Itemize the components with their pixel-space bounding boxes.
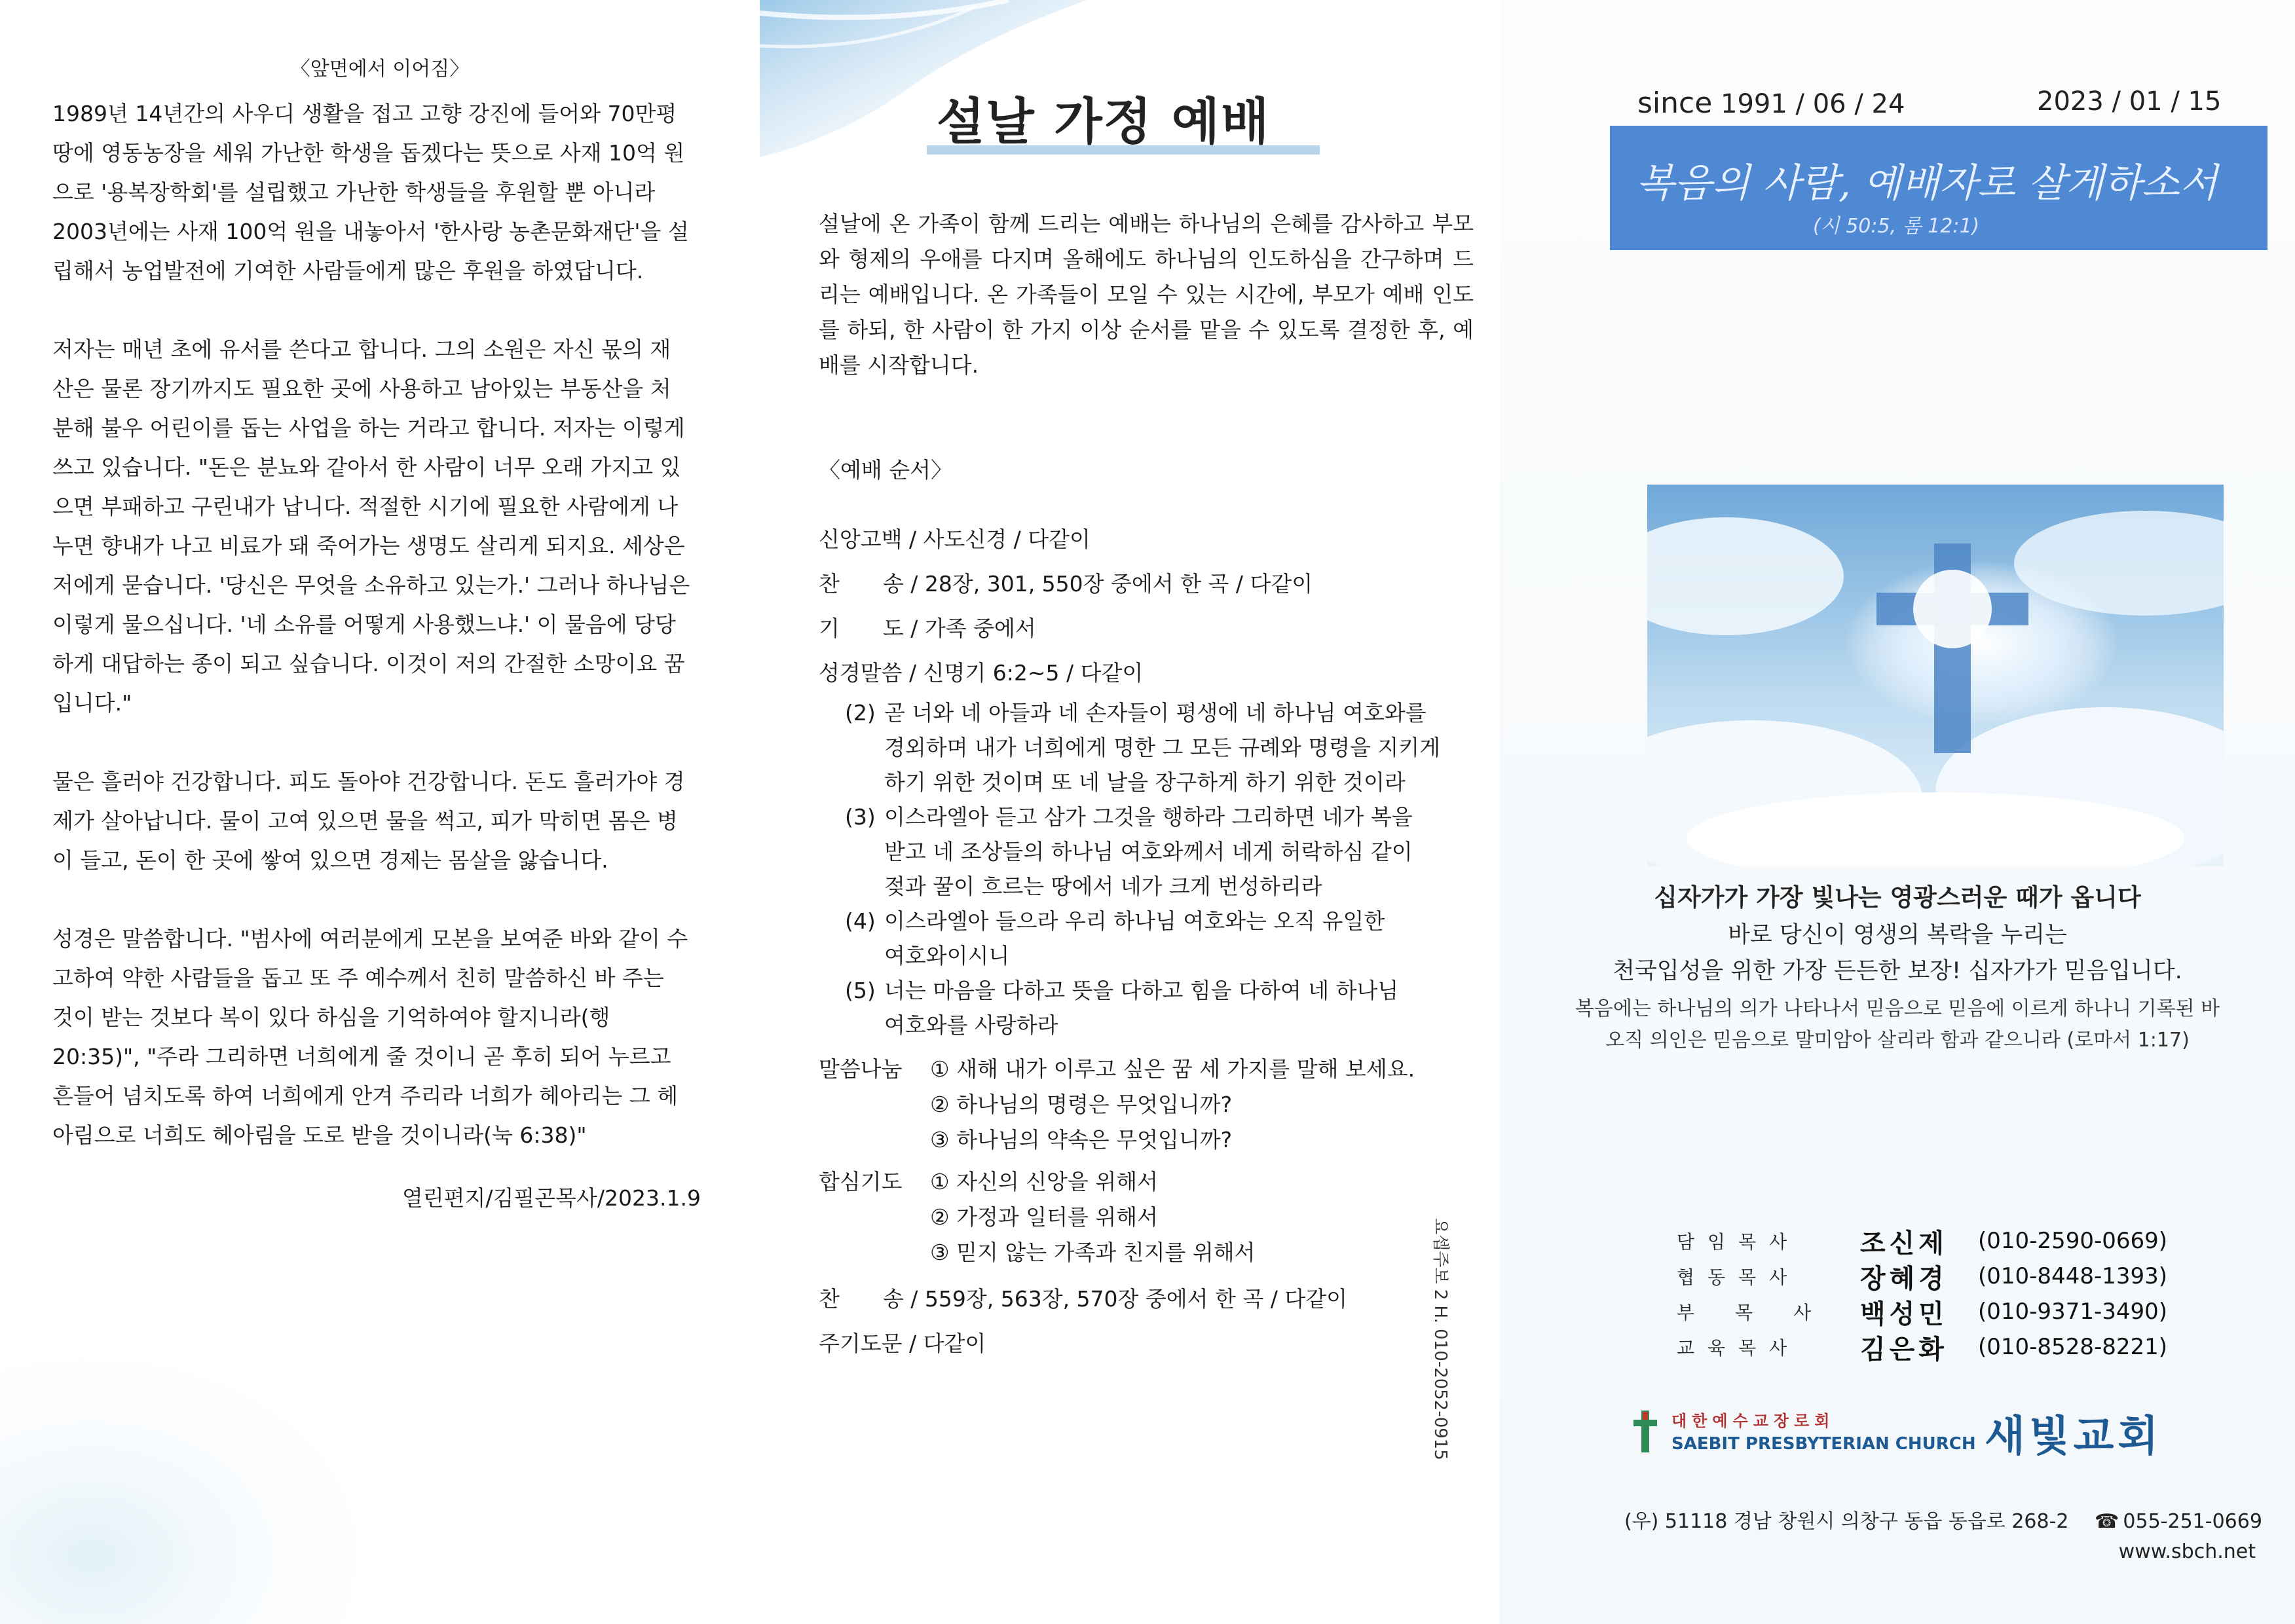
staff-role: 부목사 [1677,1302,1852,1323]
order-header: 〈예배 순서〉 [819,457,953,483]
staff-role: 협동목사 [1677,1266,1801,1288]
prayer-label: 합심기도 [819,1169,903,1194]
image-caption-title: 십자가가 가장 빛나는 영광스러운 때가 옵니다 [1654,883,2141,912]
church-address [1624,1505,2262,1534]
staff-name: 장혜경 [1860,1263,1948,1294]
since-label: since [1637,86,1713,120]
signature: 열린편지/김필곤목사/2023.1.9 [401,1185,701,1211]
prayer-item: ③ 믿지 않는 가족과 친지를 위해서 [930,1240,1256,1265]
staff-row [1677,1259,2266,1294]
verse [845,973,1474,1043]
body-paragraph: 물은 흘러야 건강합니다. 피도 돌아야 건강합니다. 돈도 흘러가야 경 제가 살아납니다. 물이 고여 있으면 물을 썩고, 피가 막히면 몸은 병 이 들고, 돈이 한 곳에 쌓여 있으면 경제는 몸살을 앓습니다. [52,769,685,873]
order-item: 성경말씀 / 신명기 6:2~5 / 다같이 [819,660,1144,686]
staff-role: 교육목사 [1677,1337,1801,1359]
body-paragraph: 1989년 14년간의 사우디 생활을 접고 고향 강진에 들어와 70만평 땅에 영동농장을 세워 가난한 학생을 돕겠다는 뜻으로 사재 10억 원 으로 '용복장학회'를 설립했고 가난한 학생들을 후원할 뿐 아니라 2003년에는 사재 100억 원을 내놓아서 '한사랑 농촌문화재단'을 설 립해서 농업발전에 기여한 사람들에게 많은 후원을 하였답니다. [52,101,689,284]
address-text: (우) 51118 경남 창원시 의창구 동읍 동읍로 268-2 [1624,1510,2069,1533]
order-item: 주기도문 / 다같이 [819,1331,986,1356]
body-paragraph: 저자는 매년 초에 유서를 쓴다고 합니다. 그의 소원은 자신 몫의 재 산은 물론 장기까지도 필요한 곳에 사용하고 남아있는 부동산을 처 분해 불우 어린이를 돕는 사업을 하는 거라고 합니다. 저자는 이렇게 쓰고 있습니다. "돈은 분뇨와 같아서 한 사람이 너무 오래 가지고 있 으면 부패하고 구린내가 납니다. 적절한 시기에 필요한 사람에게 나 누면 향내가 나고 비료가 돼 죽어가는 생명도 살리게 되지요. 세상은 저에게 묻습니다. '당신은 무엇을 소유하고 있는가.' 그러나 하나님은 이렇게 물으십니다. '네 소유를 어떻게 사용했느냐.' 이 물음에 당당 하게 대답하는 종이 되고 싶습니다. 이것이 저의 간절한 소망이요 꿈 입니다." [52,337,690,716]
prayer-item: ② 가정과 일터를 위해서 [930,1204,1158,1230]
vertical-note: 요셉주보 2 H. 010-2052-0915 [1430,1218,1450,1460]
scripture-quote: 복음에는 하나님의 의가 나타나서 믿음으로 믿음에 이르게 하나니 기록된 바 [1575,997,2220,1020]
verse-number: (2) [845,700,876,726]
church-name: 새빛교회 [1985,1412,2163,1461]
denomination: 대한예수교장로회 [1671,1412,1835,1430]
scripture-verses [845,695,1474,1043]
church-phone: 055-251-0669 [2123,1510,2262,1533]
verse-number: (4) [845,908,876,934]
church-logo-icon [1631,1408,1660,1455]
scripture-quote: 오직 의인은 믿음으로 말미암아 살리라 함과 같으니라 (로마서 1:17) [1605,1029,2190,1052]
verse-text: 너는 마음을 다하고 뜻을 다하고 힘을 다하여 네 하나님 여호와를 사랑하라 [884,978,1399,1038]
prayer-item: ① 자신의 신앙을 위해서 [930,1169,1158,1194]
staff-row [1677,1223,2266,1259]
verse-number: (5) [845,978,876,1003]
order-item: 찬 송 / 28장, 301, 550장 중에서 한 곡 / 다같이 [819,571,1313,597]
intro-text: 설날에 온 가족이 함께 드리는 예배는 하나님의 은혜를 감사하고 부모와 형제의 우애를 다지며 올해에도 하나님의 인도하심을 간구하며 드리는 예배입니다. 온 가족들이 모일 수 있는 시간에, 부모가 예배 인도를 하되, 한 사람이 한 가지 이상 순서를 맡을 수 있도록 결정한 후, 예배를 시작합니다. [819,211,1474,378]
order-item: 신앙고백 / 사도신경 / 다같이 [819,526,1091,552]
staff-name: 김은화 [1860,1334,1948,1365]
phone-icon: ☎ [2095,1510,2119,1533]
page-title: 설날 가정 예배 [937,92,1271,151]
verse-text: 이스라엘아 듣고 삼가 그것을 행하라 그리하면 네가 복을 받고 네 조상들의 하나님 여호와께서 네게 허락하심 같이 젖과 꿀이 흐르는 땅에서 네가 크게 번성하리라 [884,804,1413,899]
worship-order [819,517,1474,1366]
staff-name: 백성민 [1860,1299,1948,1329]
sharing-label: 말씀나눔 [819,1056,903,1082]
staff-role: 담임목사 [1677,1231,1801,1253]
motto-banner [1610,126,2267,250]
sharing-item: ③ 하나님의 약속은 무엇입니까? [930,1127,1233,1153]
staff-phone: (010-9371-3490) [1978,1299,2168,1325]
motto-text: 복음의 사람, 예배자로 살게하소서 [1636,160,2218,206]
middle-panel [760,0,1500,1624]
image-caption-line: 천국입성을 위한 가장 든든한 보장! 십자가가 믿음입니다. [1613,958,2182,984]
issue-date: 2023 / 01 / 15 [2037,86,2222,117]
verse [845,800,1474,904]
staff-list [1677,1223,2266,1365]
prayer-section [819,1164,1474,1270]
since-date [1637,86,1905,120]
order-item: 기 도 / 가족 중에서 [819,616,1036,641]
sharing-item: ② 하나님의 명령은 무엇입니까? [930,1092,1233,1117]
since-value: 1991 / 06 / 24 [1721,89,1905,119]
verse [845,904,1474,973]
verse-text: 곧 너와 네 아들과 네 손자들이 평생에 네 하나님 여호와를 경외하며 내가 너희에게 명한 그 모든 규례와 명령을 지키게 하기 위한 것이며 또 네 날을 장구하게 하기 위한 것이라 [884,700,1440,795]
staff-phone: (010-2590-0669) [1978,1228,2168,1254]
staff-name: 조신제 [1860,1228,1948,1259]
cross-in-clouds-image [1647,485,2224,866]
staff-phone: (010-8448-1393) [1978,1263,2168,1289]
body-paragraph: 성경은 말씀합니다. "범사에 여러분에게 모본을 보여준 바와 같이 수 고하여 약한 사람들을 돕고 또 주 예수께서 친히 말씀하신 바 주는 것이 받는 것보다 복이 있다 하심을 기억하여야 할지니라(행 20:35)", "주라 그리하면 너희에게 줄 것이니 곧 후히 되어 누르고 흔들어 넘치도록 하여 너희에게 안겨 주리라 너희가 헤아리는 그 헤 아림으로 너희도 헤아림을 도로 받을 것이니라(눅 6:38)" [52,926,688,1148]
staff-phone: (010-8528-8221) [1978,1334,2168,1360]
motto-reference: (시 50:5, 롬 12:1) [1813,215,1980,238]
image-caption-line: 바로 당신이 영생의 복락을 누리는 [1728,922,2067,948]
left-panel [0,0,760,1624]
sharing-section [819,1052,1474,1158]
verse-text: 이스라엘아 들으라 우리 하나님 여호와는 오직 유일한 여호와이시니 [884,908,1385,969]
website-link[interactable]: www.sbch.net [2118,1540,2256,1563]
verse-number: (3) [845,804,876,830]
church-name-english: SAEBIT PRESBYTERIAN CHURCH [1671,1434,1976,1454]
order-item: 찬 송 / 559장, 563장, 570장 중에서 한 곡 / 다같이 [819,1286,1347,1312]
sharing-item: ① 새해 내가 이루고 싶은 꿈 세 가지를 말해 보세요. [930,1056,1415,1082]
staff-row [1677,1329,2266,1365]
continued-header: 〈앞면에서 이어짐〉 [290,58,470,81]
right-panel [1500,0,2295,1624]
decorative-swirl [0,1283,458,1624]
verse [845,695,1474,800]
staff-row [1677,1294,2266,1329]
